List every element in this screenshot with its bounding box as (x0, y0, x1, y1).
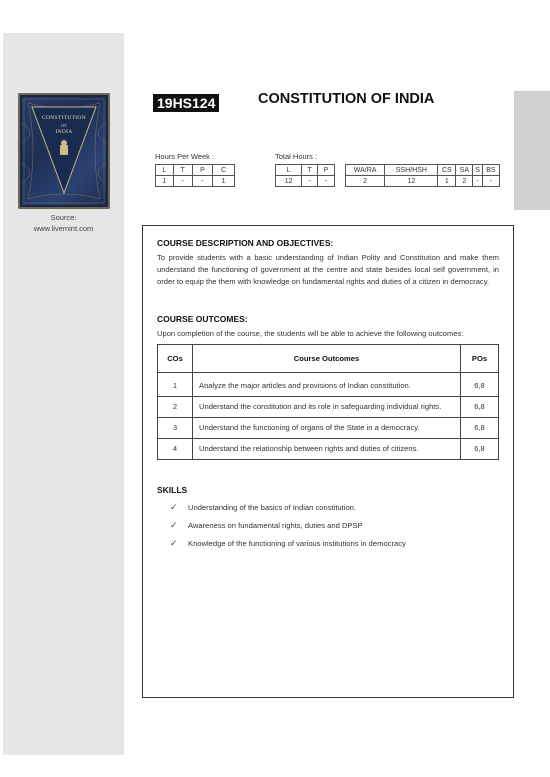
oh-value-sa: 2 (456, 176, 473, 187)
other-hours-table (345, 164, 500, 187)
co-pos: 6,8 (461, 418, 499, 439)
co-number: 1 (158, 373, 193, 397)
hpw-header-t: T (173, 165, 192, 176)
course-content-box (142, 225, 514, 698)
oh-header-sa: SA (456, 165, 473, 176)
outcomes-intro: Upon completion of the course, the students will be able to achieve the following outcomes: (157, 329, 464, 338)
hpw-value-p: - (192, 176, 212, 187)
list-item (170, 538, 406, 549)
hpw-value-t: - (173, 176, 192, 187)
checkmark-icon: ✓ (170, 538, 178, 548)
book-title-line-2: OF (61, 123, 67, 128)
checkmark-icon: ✓ (170, 520, 178, 530)
oh-value-bs: - (482, 176, 499, 187)
book-title-line-1: CONSTITUTION (42, 115, 86, 121)
oh-header-cs: CS (438, 165, 456, 176)
table-row (158, 397, 499, 418)
th-value-l: 12 (276, 176, 302, 187)
hpw-value-c: 1 (213, 176, 235, 187)
co-pos: 6,8 (461, 373, 499, 397)
image-source-url: www.livemint.com (33, 224, 94, 233)
course-title: CONSTITUTION OF INDIA (258, 91, 435, 107)
table-row (158, 439, 499, 460)
co-pos: 6,8 (461, 439, 499, 460)
list-item (170, 520, 363, 531)
co-text: Understand the constitution and its role in safeguarding individual rights. (193, 397, 461, 418)
course-code: 19HS124 (153, 94, 219, 112)
image-source-label: Source: (50, 213, 77, 222)
oh-header-wara: WA/RA (346, 165, 385, 176)
co-text: Analyze the major articles and provisions of Indian constitution. (193, 373, 461, 397)
co-number: 3 (158, 418, 193, 439)
book-title-line-3: INDIA (55, 129, 73, 135)
th-value-p: - (318, 176, 335, 187)
skill-text: Awareness on fundamental rights, duties and DPSP (188, 521, 363, 530)
oh-header-s: S (473, 165, 482, 176)
co-text: Understand the functioning of organs of the State in a democracy. (193, 418, 461, 439)
skills-heading: SKILLS (157, 485, 188, 495)
oh-value-sshhsh: 12 (385, 176, 438, 187)
hpw-header-c: C (213, 165, 235, 176)
total-hours-label: Total Hours : (275, 152, 318, 161)
table-row (158, 373, 499, 397)
course-outcomes-table (157, 344, 499, 460)
hpw-header-l: L (156, 165, 174, 176)
th-header-t: T (302, 165, 318, 176)
co-header-cos: COs (158, 345, 193, 373)
oh-header-sshhsh: SSH/HSH (385, 165, 438, 176)
th-header-p: P (318, 165, 335, 176)
constitution-book-image (18, 93, 110, 209)
co-text: Understand the relationship between rights and duties of citizens. (193, 439, 461, 460)
co-number: 2 (158, 397, 193, 418)
skill-text: Knowledge of the functioning of various institutions in democracy (188, 539, 406, 548)
checkmark-icon: ✓ (170, 502, 178, 512)
oh-value-s: - (473, 176, 482, 187)
co-header-outcomes: Course Outcomes (193, 345, 461, 373)
description-heading: COURSE DESCRIPTION AND OBJECTIVES: (157, 238, 334, 248)
total-hours-table (275, 164, 335, 187)
hours-per-week-table (155, 164, 235, 187)
co-header-pos: POs (461, 345, 499, 373)
co-number: 4 (158, 439, 193, 460)
hpw-value-l: 1 (156, 176, 174, 187)
th-value-t: - (302, 176, 318, 187)
table-row (158, 418, 499, 439)
outcomes-heading: COURSE OUTCOMES: (157, 314, 248, 324)
hours-per-week-label: Hours Per Week : (155, 152, 215, 161)
oh-value-wara: 2 (346, 176, 385, 187)
description-text: To provide students with a basic understanding of Indian Polity and Constitution and make them understand the functioning of government at the centre and state besides local self government, in order to equip the them with knowledge on fundamental rights and duties of a citizen in democracy. (157, 253, 499, 286)
oh-value-cs: 1 (438, 176, 456, 187)
hpw-header-p: P (192, 165, 212, 176)
th-header-l: L (276, 165, 302, 176)
skill-text: Understanding of the basics of Indian constitution. (188, 503, 357, 512)
right-tab-marker (514, 91, 550, 210)
co-pos: 6,8 (461, 397, 499, 418)
oh-header-bs: BS (482, 165, 499, 176)
list-item (170, 502, 356, 513)
